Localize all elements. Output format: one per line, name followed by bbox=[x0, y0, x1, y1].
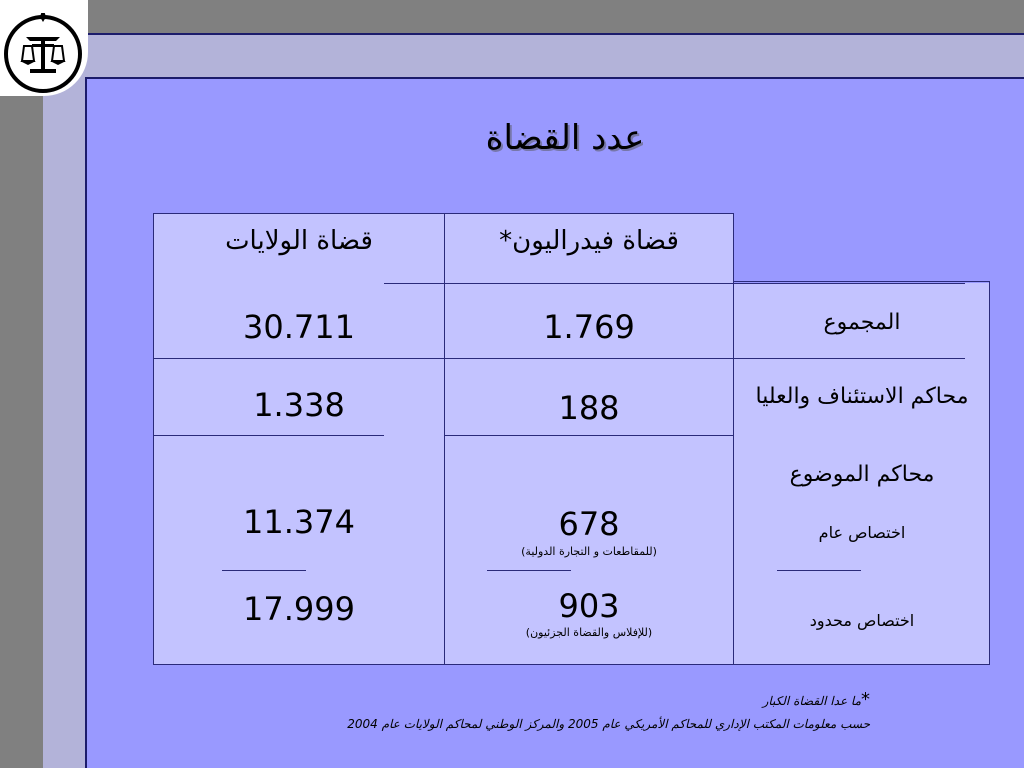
left-band bbox=[43, 0, 85, 768]
general-label: اختصاص عام bbox=[818, 523, 906, 542]
logo-container bbox=[0, 0, 88, 96]
appeals-state-value: 1.338 bbox=[253, 386, 345, 424]
table-border-bottom bbox=[153, 664, 990, 665]
header-federal-judges: قضاة فيدراليون* bbox=[499, 226, 679, 256]
table-row-rule-appeals-federal bbox=[444, 435, 734, 436]
footnote-star-marker: * bbox=[861, 689, 870, 710]
appeals-label: محاكم الاستئناف والعليا bbox=[755, 384, 969, 409]
sub-rule-label bbox=[777, 570, 861, 571]
total-state-value: 30.711 bbox=[243, 308, 355, 346]
limited-federal-note: (للإفلاس والقضاة الجزئيون) bbox=[525, 626, 653, 639]
footnote-source: حسب معلومات المكتب الإداري للمحاكم الأمريكي عام 2005 والمركز الوطني لمحاكم الولايات عام 2004 bbox=[347, 717, 870, 731]
sub-rule-state bbox=[222, 570, 306, 571]
total-label: المجموع bbox=[823, 310, 901, 335]
trial-label: محاكم الموضوع bbox=[789, 462, 935, 487]
general-federal-note: (للمقاطعات و التجارة الدولية) bbox=[521, 545, 657, 558]
table-row-rule-total bbox=[153, 358, 965, 359]
appeals-federal-value: 188 bbox=[558, 389, 620, 427]
limited-federal-value: 903 bbox=[558, 587, 620, 625]
sub-rule-federal bbox=[487, 570, 571, 571]
general-federal-value: 678 bbox=[558, 505, 620, 543]
scales-of-justice-icon bbox=[2, 13, 84, 95]
table-row-rule-appeals-state bbox=[153, 435, 384, 436]
table-label-top-rule bbox=[733, 281, 990, 282]
footnote-star-text: ما عدا القضاة الكبار bbox=[762, 694, 861, 708]
limited-label: اختصاص محدود bbox=[809, 611, 915, 630]
header-state-judges: قضاة الولايات bbox=[225, 226, 373, 256]
top-band bbox=[85, 33, 1024, 79]
table-header-rule bbox=[384, 283, 965, 284]
footnote-star bbox=[763, 689, 870, 710]
total-federal-value: 1.769 bbox=[543, 308, 635, 346]
general-state-value: 11.374 bbox=[243, 503, 355, 541]
page-title: عدد القضاة bbox=[485, 118, 645, 158]
limited-state-value: 17.999 bbox=[243, 590, 355, 628]
